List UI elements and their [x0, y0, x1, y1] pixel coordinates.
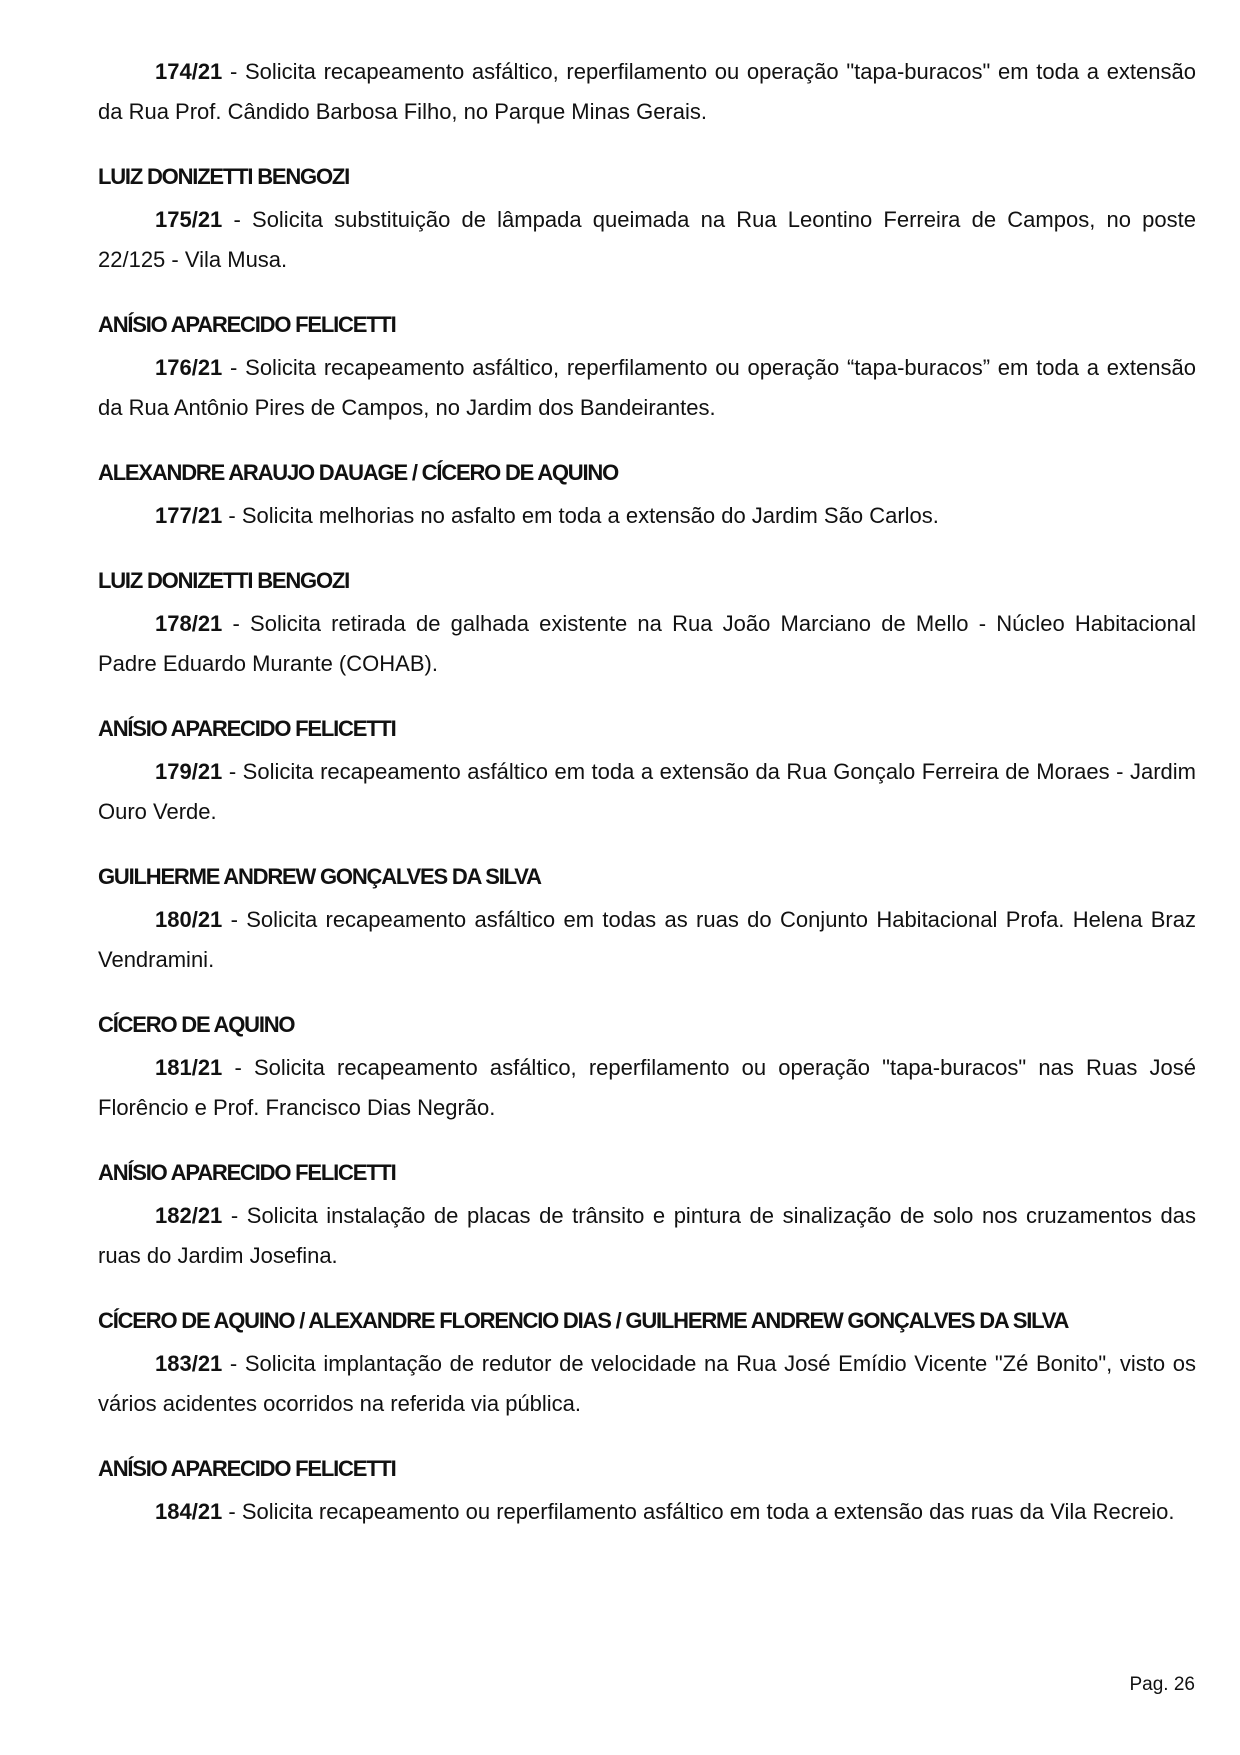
entry-description: - Solicita implantação de redutor de velocidade na Rua José Emídio Vicente "Zé Bonito", visto os vários acidentes ocorridos na referida via pública.	[98, 1351, 1196, 1416]
entry-number: 181/21	[155, 1055, 223, 1080]
entry-text	[98, 496, 1196, 536]
entry-text	[98, 1048, 1196, 1128]
entry-description: - Solicita instalação de placas de trânsito e pintura de sinalização de solo nos cruzamentos das ruas do Jardim Josefina.	[98, 1203, 1196, 1268]
entry-block	[98, 709, 1196, 832]
entry-text	[98, 604, 1196, 684]
entry-authors: ANÍSIO APARECIDO FELICETTI	[98, 312, 396, 337]
entry-authors: LUIZ DONIZETTI BENGOZI	[98, 568, 350, 593]
entry-description: - Solicita retirada de galhada existente na Rua João Marciano de Mello - Núcleo Habitacional Padre Eduardo Murante (COHAB).	[98, 611, 1196, 676]
entry-text	[98, 348, 1196, 428]
entry-number: 174/21	[155, 59, 223, 84]
entry-block	[98, 857, 1196, 980]
entry-description: - Solicita recapeamento asfáltico em toda a extensão da Rua Gonçalo Ferreira de Moraes - Jardim Ouro Verde.	[98, 759, 1196, 824]
entry-authors: ALEXANDRE ARAUJO DAUAGE / CÍCERO DE AQUINO	[98, 460, 619, 485]
entry-text	[98, 900, 1196, 980]
entry-text	[98, 1492, 1196, 1532]
entry-authors: CÍCERO DE AQUINO	[98, 1012, 295, 1037]
entry-authors: ANÍSIO APARECIDO FELICETTI	[98, 716, 396, 741]
entry-authors: ANÍSIO APARECIDO FELICETTI	[98, 1456, 396, 1481]
entry-description: - Solicita substituição de lâmpada queimada na Rua Leontino Ferreira de Campos, no poste 22/125 - Vila Musa.	[98, 207, 1196, 272]
entry-number: 182/21	[155, 1203, 223, 1228]
entry-number: 175/21	[155, 207, 223, 232]
entry-description: - Solicita recapeamento asfáltico, reperfilamento ou operação “tapa-buracos” em toda a extensão da Rua Antônio Pires de Campos, no Jardim dos Bandeirantes.	[98, 355, 1196, 420]
entry-number: 176/21	[155, 355, 223, 380]
entry-block	[98, 52, 1196, 132]
entry-text	[98, 52, 1196, 132]
entry-description: - Solicita melhorias no asfalto em toda a extensão do Jardim São Carlos.	[222, 503, 939, 528]
entry-number: 183/21	[155, 1351, 223, 1376]
entry-description: - Solicita recapeamento ou reperfilamento asfáltico em toda a extensão das ruas da Vila Recreio.	[222, 1499, 1175, 1524]
entry-number: 180/21	[155, 907, 223, 932]
entry-description: - Solicita recapeamento asfáltico, reperfilamento ou operação "tapa-buracos" em toda a extensão da Rua Prof. Cândido Barbosa Filho, no Parque Minas Gerais.	[98, 59, 1196, 124]
entry-text	[98, 1196, 1196, 1276]
entry-number: 184/21	[155, 1499, 223, 1524]
entry-block	[98, 1449, 1196, 1532]
entry-description: - Solicita recapeamento asfáltico, reperfilamento ou operação "tapa-buracos" nas Ruas José Florêncio e Prof. Francisco Dias Negrão.	[98, 1055, 1196, 1120]
entry-authors: LUIZ DONIZETTI BENGOZI	[98, 164, 350, 189]
entry-number: 179/21	[155, 759, 223, 784]
entry-description: - Solicita recapeamento asfáltico em todas as ruas do Conjunto Habitacional Profa. Helena Braz Vendramini.	[98, 907, 1196, 972]
page-number: Pag. 26	[1129, 1674, 1195, 1695]
entry-text	[98, 752, 1196, 832]
entry-authors: ANÍSIO APARECIDO FELICETTI	[98, 1160, 396, 1185]
entry-block	[98, 453, 1196, 536]
document-page	[98, 52, 1196, 1557]
entry-number: 178/21	[155, 611, 223, 636]
entry-authors: CÍCERO DE AQUINO / ALEXANDRE FLORENCIO DIAS / GUILHERME ANDREW GONÇALVES DA SILVA	[98, 1308, 1069, 1333]
entry-block	[98, 1153, 1196, 1276]
entry-text	[98, 200, 1196, 280]
entry-authors: GUILHERME ANDREW GONÇALVES DA SILVA	[98, 864, 541, 889]
entry-text	[98, 1344, 1196, 1424]
entry-block	[98, 1005, 1196, 1128]
entry-block	[98, 1301, 1196, 1424]
entry-number: 177/21	[155, 503, 223, 528]
entry-block	[98, 305, 1196, 428]
entry-block	[98, 157, 1196, 280]
entry-block	[98, 561, 1196, 684]
